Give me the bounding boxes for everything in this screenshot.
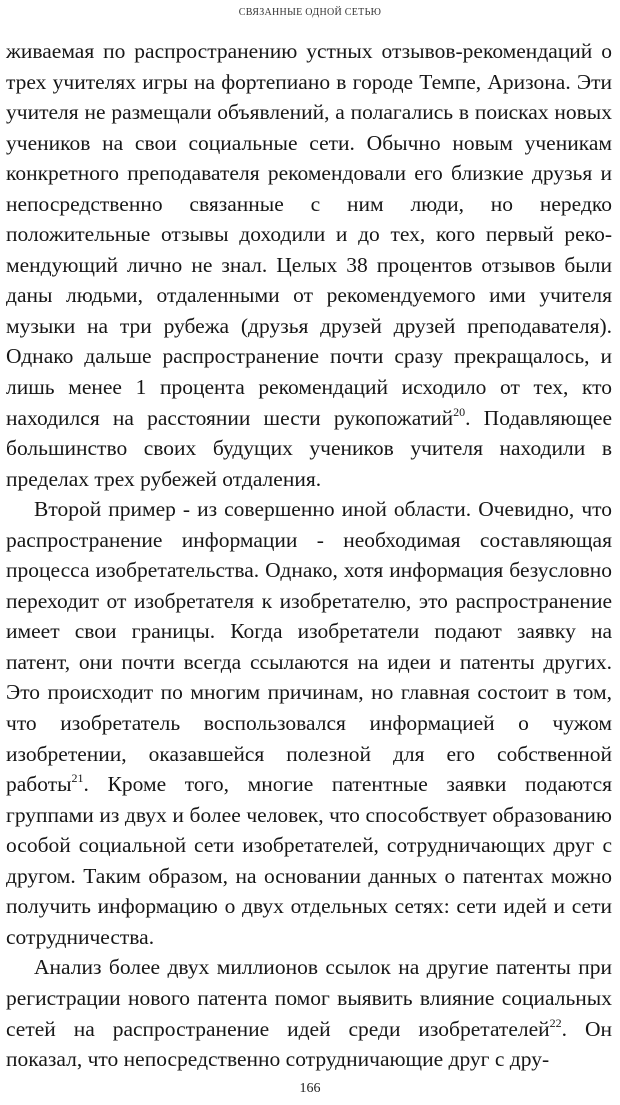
paragraph-3 bbox=[6, 952, 612, 1074]
footnote-marker-21: 21 bbox=[71, 771, 84, 786]
footnote-marker-20: 20 bbox=[453, 404, 466, 419]
paragraph-1-text-b: . Подавляющее большинство своих будущих учеников учителя находили в пределах трех рубежей отдаления. bbox=[6, 405, 612, 491]
paragraph-2-text-b: . Кроме того, многие патентные заявки подаются группами из двух и более человек, что способствует образованию особой социальной сети изобретателей, сотрудничающих друг с другом. Таким образом, на основании данных о патентах можно получить информацию о двух отдельных сетях: сети идей и сети сотрудничества. bbox=[6, 772, 612, 949]
paragraph-3-text-b: . Он показал, что непосредственно сотрудничающие друг с дру- bbox=[6, 1016, 612, 1072]
running-header: СВЯЗАННЫЕ ОДНОЙ СЕТЬЮ bbox=[238, 7, 382, 18]
page-number: 166 bbox=[299, 1081, 321, 1096]
paragraph-1 bbox=[6, 36, 612, 494]
main-text bbox=[6, 36, 612, 1075]
paragraph-2-text-a: Второй пример - из совершенно иной области. Очевидно, что распространение информации - необходимая составляющая процесса изобретательства. Однако, хотя информация безусловно переходит от изобретателя к изобретателю, это распространение имеет свои границы. Когда изобретатели подают заявку на патент, они почти всегда ссылаются на идеи и патенты других. Это происходит по многим причинам, но главная состоит в том, что изобретатель воспользовался информацией о чужом изобретении, оказавшейся полезной для его собственной работы bbox=[6, 497, 612, 797]
paragraph-3-text-a: Анализ более двух миллионов ссылок на другие патенты при регистрации нового патента помог выявить влияние социальных сетей на распространение идей среди изобретателей bbox=[6, 955, 612, 1041]
paragraph-1-text-a: живаемая по распространению устных отзывов-рекомендаций о трех учителях игры на фортепиано в городе Темпе, Аризона. Эти учителя не размещали объявлений, а полагались в поисках новых учеников на свои социальные сети. Обычно новым ученикам конкретного преподавателя рекомендовали его близкие друзья и непосредственно связанные с ним люди, но нередко положительные отзывы доходили и до тех, кого первый реко- мендующий лично не знал. Целых 38 процентов отзывов были даны людьми, отдаленными от рекомендуемого ими учителя музыки на три рубежа (друзья друзей друзей преподавателя). Однако дальше распространение почти сразу прекращалось, и лишь менее 1 процента рекомендаций исходило от тех, кто находился на расстоянии шести рукопожатий bbox=[6, 39, 612, 430]
footnote-marker-22: 22 bbox=[549, 1015, 562, 1030]
paragraph-2 bbox=[6, 494, 612, 952]
